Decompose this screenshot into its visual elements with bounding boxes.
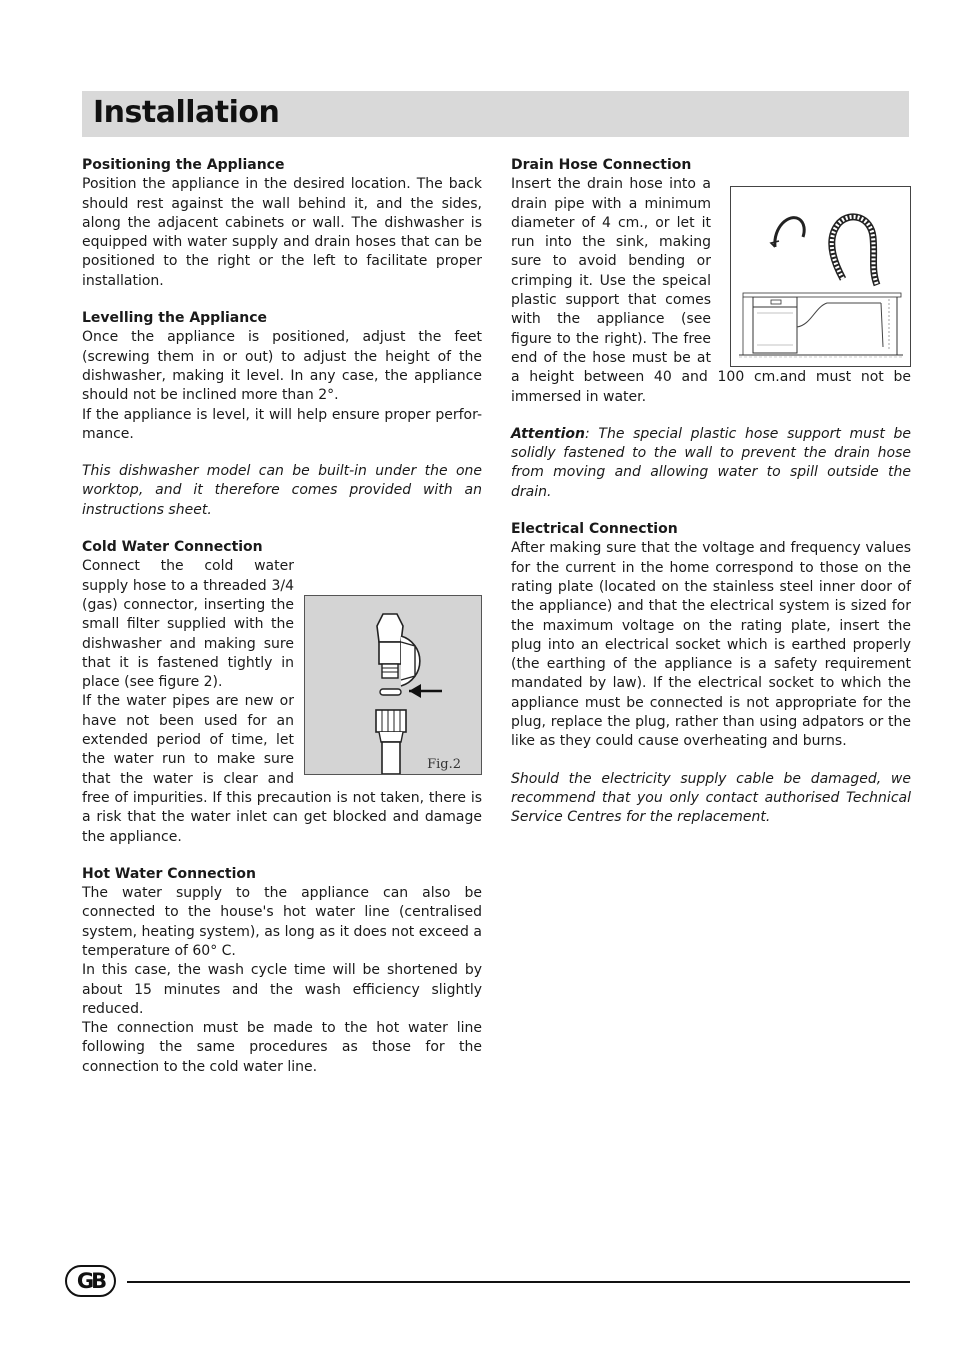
text-levelling-2: If the appliance is level, it will help ensure proper perfor-mance. (82, 406, 482, 442)
attention-label: Attention (511, 425, 585, 442)
section-levelling (82, 309, 482, 520)
title-bar (82, 91, 909, 137)
section-positioning (82, 156, 482, 291)
text-electrical: After making sure that the voltage and frequency values for the current in the home correspond to those on the rating plate (located on the stainless steel inner door of the appliance) and that the electrical system is sized for the maximum voltage on the rating plate, insert the plug into an electrical socket which is earthed properly (the earthing of the appliance is a safety requirement mandated by law). If the electrical socket to which the appliance must be connected is not appropriate for the plug, replace the plug, rather than using adpators or the like as they could cause overheating and burns. (511, 540, 911, 750)
text-hot-water-1: The water supply to the appliance can also be connected to the house's hot water line (centralised system, heating system), as long as it does not exceed a temperature of 60° C. (82, 885, 482, 959)
figure-drain-hose (730, 186, 911, 367)
footer-rule (127, 1281, 910, 1283)
section-hot-water (82, 865, 482, 1077)
text-cold-water-1: Connect the cold water supply hose to a threaded 3/4 (gas) connector, inserting the small filter supplied with the dishwasher and making sure that it is fastened tightly in place (see figure 2). (82, 558, 294, 691)
page-footer (65, 1265, 910, 1299)
section-electrical (511, 520, 911, 827)
text-levelling-1: Once the appliance is positioned, adjust the feet (screwing them in or out) to adjust the height of the dishwasher, making it level. In any case, the appliance should not be inclined more than 2°. (82, 329, 482, 404)
text-hot-water-2: In this case, the wash cycle time will be shortened by about 15 minutes and the wash efficiency slightly reduced. (82, 962, 482, 1017)
language-badge: GB (65, 1265, 116, 1297)
page-title: Installation (93, 95, 280, 130)
text-cold-water-2: If the water pipes are new or have not been used for an extended period of time, let the water run to make sure that the water is clear and free of impurities. If this precaution is not taken, there is a risk that the water inlet can get blocked and damage the appliance. (82, 693, 482, 845)
left-column (82, 156, 482, 1095)
section-cold-water (82, 538, 482, 847)
water-tap-illustration (305, 596, 481, 774)
heading-positioning: Positioning the Appliance (82, 157, 285, 173)
heading-levelling: Levelling the Appliance (82, 310, 268, 327)
figure-2-caption: Fig.2 (427, 757, 461, 773)
attention-note (511, 425, 911, 502)
text-positioning: Position the appliance in the desired location. The back should rest against the wall behind it, and the sides, along the adjacent cabinets or wall. The dishwasher is equipped with water supply and drain hoses that can be positioned to the right or the left to facilitate proper installation. (82, 176, 482, 289)
figure-2-water-tap (304, 595, 482, 775)
heading-drain-hose: Drain Hose Connection (511, 157, 692, 173)
text-drain-hose: Insert the drain hose into a drain pipe with a minimum diameter of 4 cm., or let it run into the sink, making sure to avoid bending or crimping it. Use the speical plastic support that comes with the appliance (see figure to the right). The free end of the hose must be at a height between 40 and 100 cm.and must not be immersed in water. (511, 176, 911, 405)
section-drain-hose (511, 156, 911, 502)
heading-electrical: Electrical Connection (511, 521, 678, 538)
note-power-cable: Should the electricity supply cable be damaged, we recommend that you only contact authorised Technical Service Centres for the replacement. (511, 770, 911, 826)
heading-hot-water: Hot Water Connection (82, 865, 256, 882)
attention-text: : The special plastic hose support must be solidly fastened to the wall to prevent the drain hose from moving and allowing water to spill outside the drain. (511, 425, 911, 500)
text-hot-water-3: The connection must be made to the hot water line following the same procedures as those for the connection to the cold water line. (82, 1020, 482, 1075)
heading-cold-water: Cold Water Connection (82, 539, 263, 556)
drain-hose-illustration (731, 187, 910, 366)
note-built-in: This dishwasher model can be built-in under the one worktop, and it therefore comes provided with an instructions sheet. (82, 463, 482, 518)
right-column (511, 156, 911, 846)
